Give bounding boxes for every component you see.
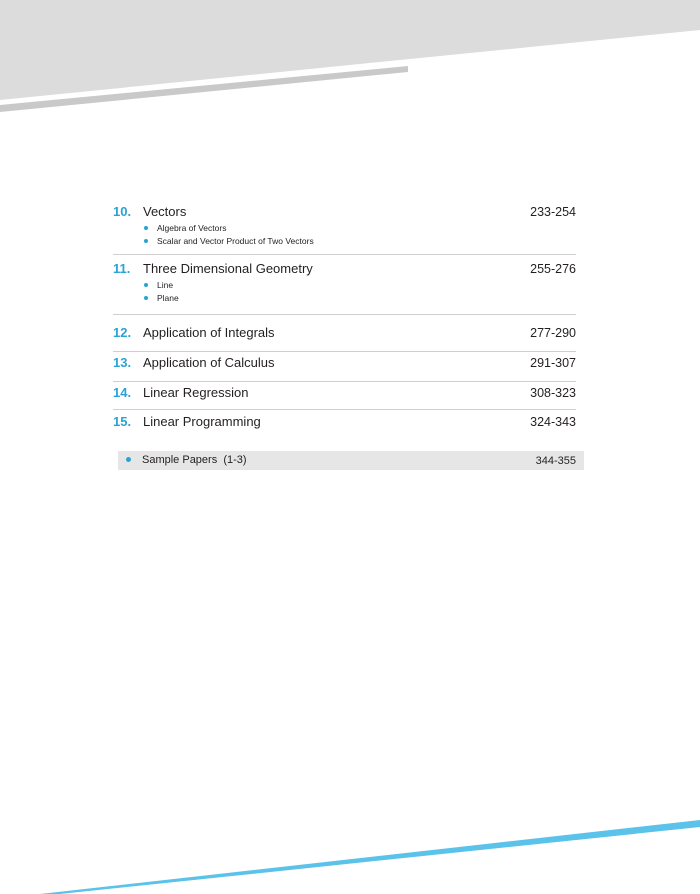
chapter-number: 15. xyxy=(113,414,132,429)
toc-entry-application-of-integrals[interactable] xyxy=(113,323,576,352)
topic-label: Scalar and Vector Product of Two Vectors xyxy=(157,236,314,246)
bullet-icon xyxy=(144,283,148,287)
bullet-icon xyxy=(144,296,148,300)
topic-item xyxy=(143,235,576,248)
topic-item xyxy=(143,292,576,305)
chapter-number: 12. xyxy=(113,325,132,340)
topic-label: Plane xyxy=(157,293,179,303)
chapter-pages: 255-276 xyxy=(530,262,576,276)
chapter-title: Linear Programming xyxy=(143,414,261,429)
table-of-contents xyxy=(113,202,576,438)
chapter-title: Vectors xyxy=(143,204,187,219)
chapter-title: Application of Calculus xyxy=(143,355,275,370)
topic-label: Line xyxy=(157,280,174,290)
chapter-number: 14. xyxy=(113,385,132,400)
topic-item xyxy=(143,279,576,292)
chapter-pages: 277-290 xyxy=(530,326,576,340)
toc-entry-vectors[interactable] xyxy=(113,202,576,255)
bullet-icon xyxy=(144,226,148,230)
footer-stripe xyxy=(40,820,700,894)
topic-label: Algebra of Vectors xyxy=(157,223,227,233)
header-band xyxy=(0,0,700,100)
chapter-number: 10. xyxy=(113,204,132,219)
sample-papers-pages: 344-355 xyxy=(535,455,576,467)
topic-item xyxy=(143,222,576,235)
chapter-number: 11. xyxy=(113,261,131,276)
chapter-title: Three Dimensional Geometry xyxy=(143,261,313,276)
topic-list xyxy=(143,279,576,305)
bullet-icon xyxy=(144,239,148,243)
topic-list xyxy=(143,222,576,248)
chapter-pages: 291-307 xyxy=(530,356,576,370)
chapter-pages: 233-254 xyxy=(530,205,576,219)
sample-papers-label: Sample Papers (1-3) xyxy=(142,454,247,466)
chapter-number: 13. xyxy=(113,355,132,370)
chapter-pages: 324-343 xyxy=(530,415,576,429)
toc-entry-application-of-calculus[interactable] xyxy=(113,353,576,382)
bullet-icon xyxy=(126,457,131,462)
toc-entry-three-dimensional-geometry[interactable] xyxy=(113,259,576,315)
toc-entry-linear-regression[interactable] xyxy=(113,383,576,410)
chapter-title: Linear Regression xyxy=(143,385,249,400)
chapter-title: Application of Integrals xyxy=(143,325,275,340)
chapter-pages: 308-323 xyxy=(530,386,576,400)
toc-entry-sample-papers[interactable] xyxy=(118,451,584,470)
toc-entry-linear-programming[interactable] xyxy=(113,412,576,438)
